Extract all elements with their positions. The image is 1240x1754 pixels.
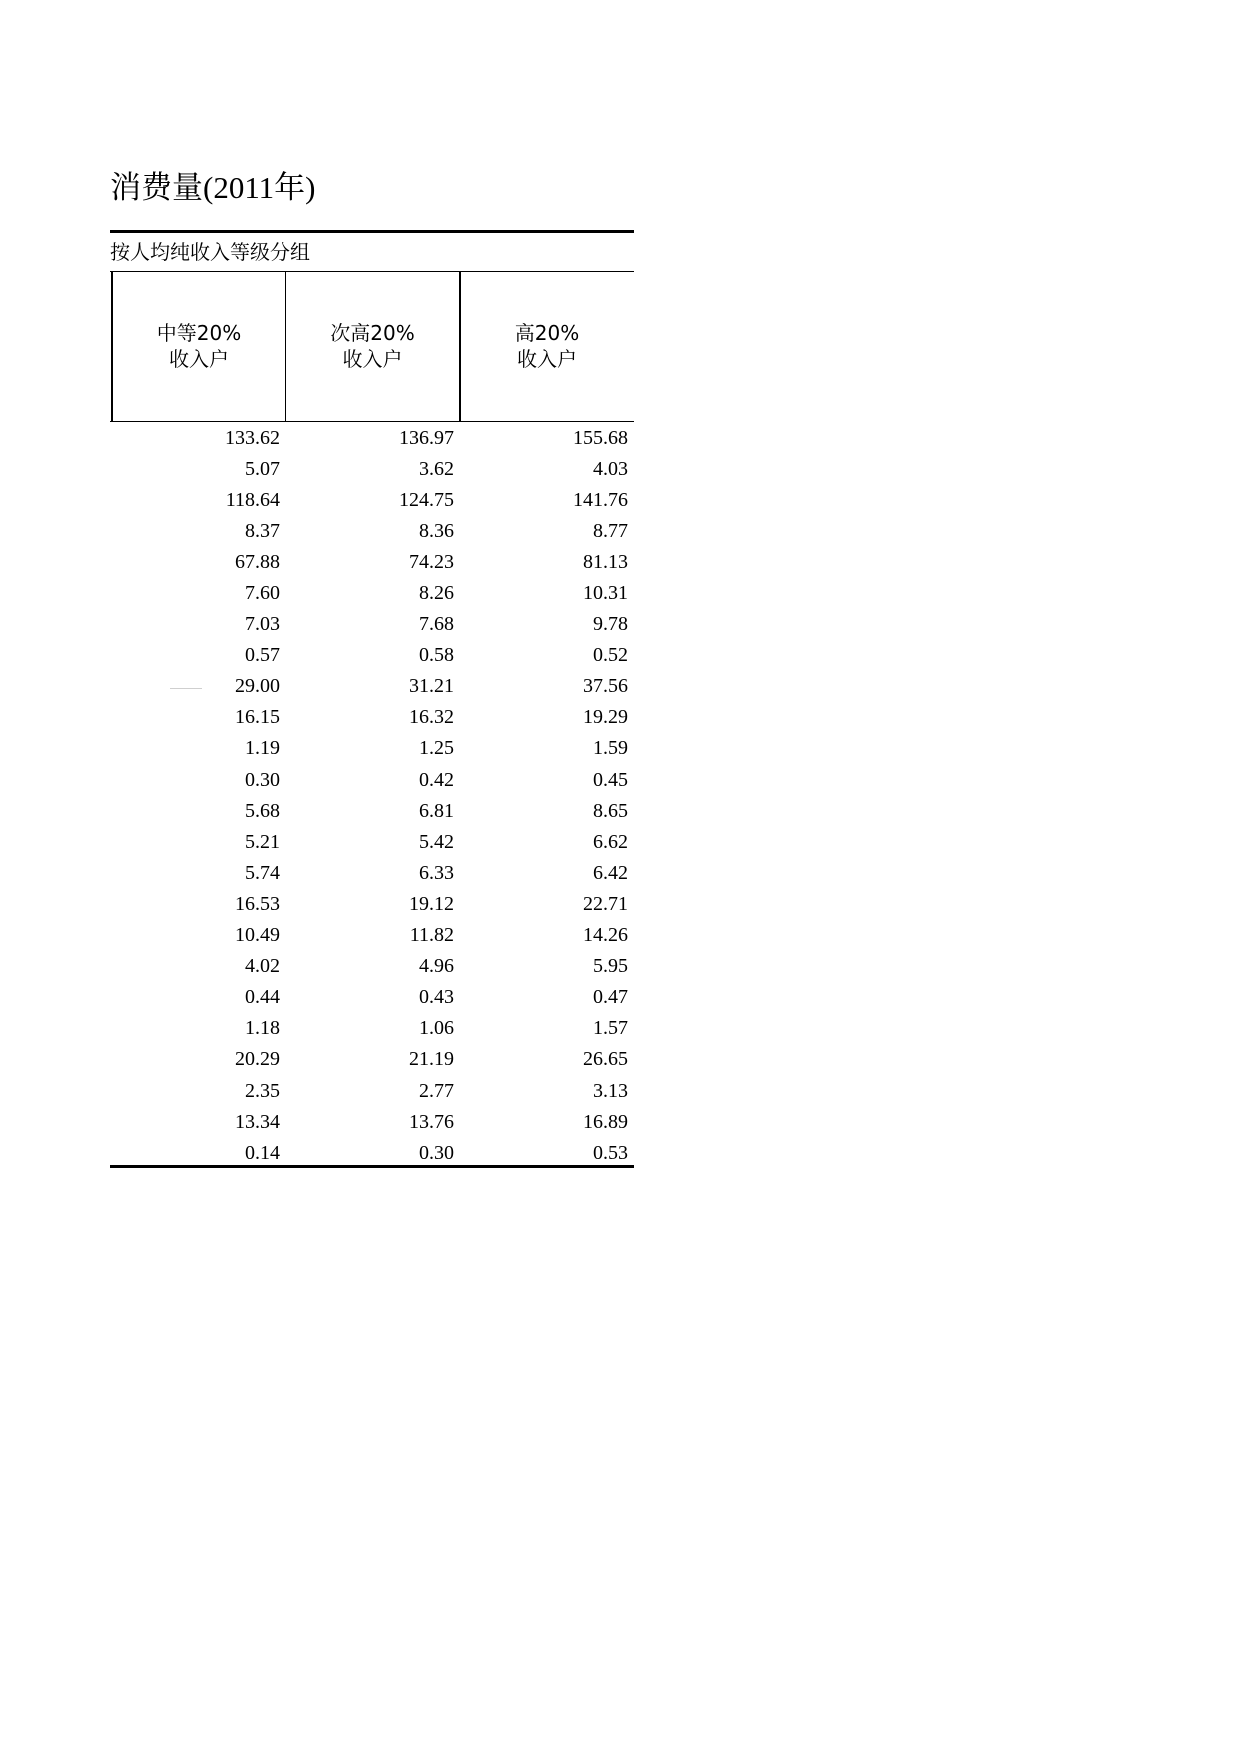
table-cell: 1.57 bbox=[593, 1017, 628, 1040]
table-cell: 0.58 bbox=[419, 644, 454, 667]
table-cell: 4.02 bbox=[245, 955, 280, 978]
table-cell: 155.68 bbox=[573, 426, 628, 449]
table-cell: 13.76 bbox=[409, 1110, 454, 1133]
column-header-upper-middle-income bbox=[285, 271, 459, 421]
table-row bbox=[111, 515, 634, 546]
page-title bbox=[110, 168, 316, 208]
table-row bbox=[111, 764, 634, 795]
table-cell: 13.34 bbox=[235, 1110, 280, 1133]
table-cell: 6.42 bbox=[593, 861, 628, 884]
table-row bbox=[111, 826, 634, 857]
table-cell: 0.42 bbox=[419, 768, 454, 791]
table-cell: 8.36 bbox=[419, 519, 454, 542]
table-cell: 19.29 bbox=[583, 706, 628, 729]
table-cell: 1.06 bbox=[419, 1017, 454, 1040]
table-body bbox=[111, 422, 634, 1168]
table-cell: 10.31 bbox=[583, 582, 628, 605]
table-cell: 37.56 bbox=[583, 675, 628, 698]
table-row bbox=[111, 982, 634, 1013]
column-header-line1: 次高20% bbox=[330, 321, 415, 345]
table-row bbox=[111, 1075, 634, 1106]
table-cell: 5.95 bbox=[593, 955, 628, 978]
table-cell: 31.21 bbox=[409, 675, 454, 698]
table-row bbox=[111, 1106, 634, 1137]
table-cell: 4.96 bbox=[419, 955, 454, 978]
table-cell: 74.23 bbox=[409, 550, 454, 573]
table-cell: 2.35 bbox=[245, 1079, 280, 1102]
table-cell: 81.13 bbox=[583, 550, 628, 573]
table-cell: 10.49 bbox=[235, 924, 280, 947]
table-cell: 1.19 bbox=[245, 737, 280, 760]
table-cell: 7.68 bbox=[419, 613, 454, 636]
table-cell: 5.42 bbox=[419, 830, 454, 853]
column-header-line1: 高20% bbox=[514, 321, 580, 345]
table-cell: 67.88 bbox=[235, 550, 280, 573]
title-prefix: 消费量 bbox=[110, 170, 203, 206]
table-cell: 3.62 bbox=[419, 457, 454, 480]
table-cell: 1.25 bbox=[419, 737, 454, 760]
table-cell: 5.74 bbox=[245, 861, 280, 884]
table-cell: 8.77 bbox=[593, 519, 628, 542]
table-cell: 2.77 bbox=[419, 1079, 454, 1102]
table-cell: 7.60 bbox=[245, 582, 280, 605]
title-year: (2011年) bbox=[203, 170, 316, 205]
table-cell: 0.44 bbox=[245, 986, 280, 1009]
table-cell: 4.03 bbox=[593, 457, 628, 480]
table-cell: 9.78 bbox=[593, 613, 628, 636]
table-cell: 0.30 bbox=[419, 1141, 454, 1164]
table-cell: 0.57 bbox=[245, 644, 280, 667]
table-cell: 1.59 bbox=[593, 737, 628, 760]
table-row bbox=[111, 577, 634, 608]
column-header-line1: 中等20% bbox=[156, 321, 242, 345]
column-header-line2: 收入户 bbox=[168, 347, 229, 371]
table-cell: 21.19 bbox=[409, 1048, 454, 1071]
table-row bbox=[111, 920, 634, 951]
table-row bbox=[111, 795, 634, 826]
table-row bbox=[111, 733, 634, 764]
table-row bbox=[111, 857, 634, 888]
table-header-row bbox=[111, 271, 634, 421]
table-cell: 0.47 bbox=[593, 986, 628, 1009]
table-cell: 16.32 bbox=[409, 706, 454, 729]
table-top-rule bbox=[110, 230, 634, 233]
table-row bbox=[111, 1137, 634, 1168]
table-row bbox=[111, 702, 634, 733]
table-cell: 133.62 bbox=[225, 426, 280, 449]
table-bottom-rule bbox=[110, 1165, 634, 1168]
table-cell: 6.33 bbox=[419, 861, 454, 884]
table-cell: 8.26 bbox=[419, 582, 454, 605]
table-cell: 5.07 bbox=[245, 457, 280, 480]
table-row bbox=[111, 640, 634, 671]
table-cell: 7.03 bbox=[245, 613, 280, 636]
table-row bbox=[111, 951, 634, 982]
table-cell: 16.53 bbox=[235, 892, 280, 915]
table-cell: 0.53 bbox=[593, 1141, 628, 1164]
table-cell: 19.12 bbox=[409, 892, 454, 915]
table-row bbox=[111, 671, 634, 702]
column-header-high-income bbox=[459, 271, 633, 421]
table-cell: 141.76 bbox=[573, 488, 628, 511]
table-row bbox=[111, 1013, 634, 1044]
table-row bbox=[111, 888, 634, 919]
table-row bbox=[111, 1044, 634, 1075]
table-cell: 6.62 bbox=[593, 830, 628, 853]
table-cell: 1.18 bbox=[245, 1017, 280, 1040]
table-cell: 22.71 bbox=[583, 892, 628, 915]
table-cell: 8.37 bbox=[245, 519, 280, 542]
table-cell: 0.43 bbox=[419, 986, 454, 1009]
column-header-middle-income bbox=[111, 271, 285, 421]
table-cell: 0.52 bbox=[593, 644, 628, 667]
table-cell: 6.81 bbox=[419, 799, 454, 822]
table-cell: 26.65 bbox=[583, 1048, 628, 1071]
table-cell: 5.68 bbox=[245, 799, 280, 822]
table-row bbox=[111, 422, 634, 453]
table-cell: 8.65 bbox=[593, 799, 628, 822]
table-row bbox=[111, 609, 634, 640]
column-header-line2: 收入户 bbox=[516, 347, 577, 371]
table-cell: 136.97 bbox=[399, 426, 454, 449]
table-cell: 0.30 bbox=[245, 768, 280, 791]
table-cell: 11.82 bbox=[409, 924, 454, 947]
table-cell: 124.75 bbox=[399, 488, 454, 511]
table-cell: 16.15 bbox=[235, 706, 280, 729]
table-row bbox=[111, 484, 634, 515]
table-row bbox=[111, 546, 634, 577]
table-cell: 118.64 bbox=[225, 488, 280, 511]
table-group-subtitle: 按人均纯收入等级分组 bbox=[110, 240, 310, 264]
table-cell: 14.26 bbox=[583, 924, 628, 947]
table-cell: 0.14 bbox=[245, 1141, 280, 1164]
table-cell: 0.45 bbox=[593, 768, 628, 791]
table-cell: 5.21 bbox=[245, 830, 280, 853]
table-cell: 3.13 bbox=[593, 1079, 628, 1102]
table-cell: 16.89 bbox=[583, 1110, 628, 1133]
table-row bbox=[111, 453, 634, 484]
column-header-line2: 收入户 bbox=[342, 347, 403, 371]
table-cell: 20.29 bbox=[235, 1048, 280, 1071]
table-cell: 29.00 bbox=[235, 675, 280, 698]
